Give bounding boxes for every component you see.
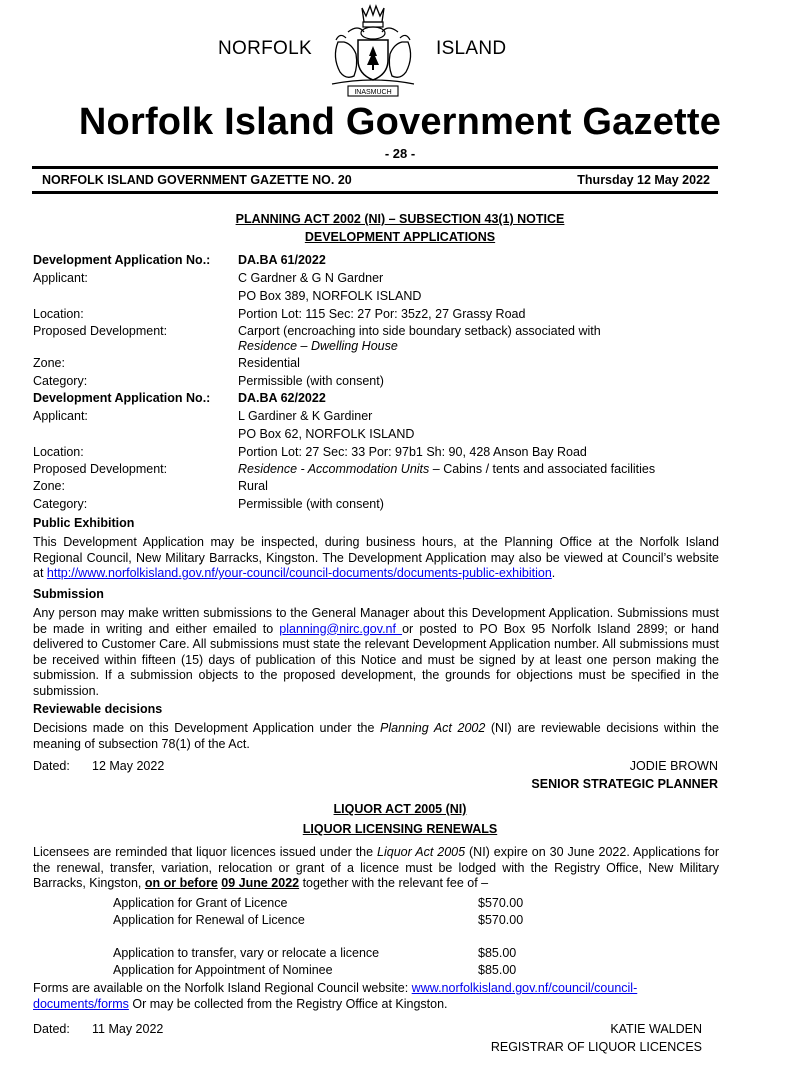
reviewable-body-2: (NI) are reviewable decisions within the meaning of subsection 78(1) of the Act.	[33, 721, 719, 751]
dated-value: 12 May 2022	[92, 759, 165, 773]
category-value: Permissible (with consent)	[238, 497, 384, 511]
applicant-address: PO Box 389, NORFOLK ISLAND	[238, 289, 422, 303]
app2-location-row	[33, 443, 723, 461]
liquor-intro-2: (NI) expire on 30 June 2022. Applications for the renewal, transfer, variation, relocation or grant of a licence must be lodged with the Registry Office, New Military Barracks, Kingston,	[33, 845, 719, 890]
liquor-deadline-prefix: on or before	[144, 876, 218, 890]
public-exhibition-text	[33, 535, 719, 582]
header-rule-top	[32, 166, 718, 169]
fee-amount: $85.00	[478, 963, 517, 977]
liquor-intro	[33, 845, 719, 892]
liquor-forms-text	[33, 981, 719, 1012]
liquor-intro-3: together with the relevant fee of –	[299, 876, 489, 890]
proposed-label: Proposed Development:	[33, 324, 168, 338]
app2-category-row	[33, 495, 723, 513]
fee-row	[0, 895, 800, 912]
liquor-deadline-date: 09 June 2022	[221, 876, 300, 890]
liquor-act-heading: LIQUOR ACT 2005 (NI)	[333, 802, 467, 816]
fee-amount: $85.00	[478, 946, 517, 960]
liquor-signatory-title: REGISTRAR OF LIQUOR LICENCES	[490, 1040, 702, 1054]
fee-label: Application for Appointment of Nominee	[113, 963, 333, 977]
gazette-date: Thursday 12 May 2022	[577, 173, 710, 187]
gazette-title: Norfolk Island Government Gazette	[78, 101, 722, 143]
public-exhibition-body: This Development Application may be inspected, during business hours, at the Planning Office at the Norfolk Island Regional Council, New Military Barracks, Kingston. The Development Application may also be viewed at Council’s website at	[33, 535, 719, 580]
planning-signatory-name: JODIE BROWN	[629, 759, 718, 773]
location-value: Portion Lot: 115 Sec: 27 Por: 35z2, 27 Grassy Road	[238, 307, 526, 321]
applicant-value: L Gardiner & K Gardiner	[238, 409, 373, 423]
fee-row	[0, 945, 800, 962]
fee-label: Application for Grant of Licence	[113, 896, 288, 910]
app2-proposed-row	[33, 460, 723, 478]
fee-row	[0, 962, 800, 979]
app-number-value: DA.BA 61/2022	[238, 253, 326, 267]
applicant-label: Applicant:	[33, 409, 88, 423]
applicant-value: C Gardner & G N Gardner	[238, 271, 384, 285]
public-exhibition-link[interactable]: http://www.norfolkisland.gov.nf/your-council/council-documents/documents-public-exhibition	[46, 566, 552, 580]
planning-heading: PLANNING ACT 2002 (NI) – SUBSECTION 43(1) NOTICE	[235, 212, 565, 226]
zone-value: Residential	[238, 356, 300, 370]
fee-row	[0, 912, 800, 929]
development-applications-heading: DEVELOPMENT APPLICATIONS	[304, 230, 496, 244]
zone-label: Zone:	[33, 356, 65, 370]
app1-number-row	[33, 251, 723, 269]
liquor-forms-1: Forms are available on the Norfolk Island Regional Council website:	[33, 981, 412, 995]
coat-of-arms-icon	[318, 2, 428, 100]
submission-body-1: Any person may make written submissions to the General Manager about this Development Application. Submissions must be made in writing and either emailed to	[33, 606, 719, 636]
planning-signatory-title: SENIOR STRATEGIC PLANNER	[531, 777, 718, 791]
submission-text	[33, 606, 719, 699]
app1-address-row	[33, 287, 723, 305]
planning-email-link[interactable]: planning@nirc.gov.nf	[279, 621, 403, 636]
location-value: Portion Lot: 27 Sec: 33 Por: 97b1 Sh: 90, 428 Anson Bay Road	[238, 445, 587, 459]
app-number-label: Development Application No.:	[33, 253, 211, 267]
zone-label: Zone:	[33, 479, 65, 493]
liquor-signatory-name: KATIE WALDEN	[610, 1022, 702, 1036]
app2-address-row	[33, 425, 723, 443]
proposed-value: Carport (encroaching into side boundary setback) associated with	[238, 324, 601, 338]
category-value: Permissible (with consent)	[238, 374, 384, 388]
public-exhibition-end: .	[551, 566, 556, 580]
planning-act-name: Planning Act 2002	[380, 721, 486, 735]
fee-label: Application for Renewal of Licence	[113, 913, 305, 927]
app1-zone-row	[33, 354, 723, 372]
header-norfolk-word: NORFOLK	[218, 38, 312, 59]
proposed-value-italic: Residence - Accommodation Units	[238, 462, 430, 476]
applicant-address: PO Box 62, NORFOLK ISLAND	[238, 427, 415, 441]
app2-applicant-row	[33, 407, 723, 425]
app1-applicant-row	[33, 269, 723, 287]
liquor-act-name: Liquor Act 2005	[377, 845, 466, 859]
crest-motto: INASMUCH	[354, 88, 392, 96]
gazette-info-row	[42, 173, 710, 187]
proposed-value-italic: Residence – Dwelling House	[238, 339, 398, 353]
gazette-number: NORFOLK ISLAND GOVERNMENT GAZETTE NO. 20	[42, 173, 352, 187]
dated-value: 11 May 2022	[92, 1022, 164, 1036]
location-label: Location:	[33, 445, 84, 459]
fee-amount: $570.00	[478, 896, 524, 910]
fee-amount: $570.00	[478, 913, 524, 927]
reviewable-heading: Reviewable decisions	[33, 702, 163, 716]
app-number-value: DA.BA 62/2022	[238, 391, 326, 405]
app2-zone-row	[33, 477, 723, 495]
applicant-label: Applicant:	[33, 271, 88, 285]
category-label: Category:	[33, 374, 88, 388]
app1-proposed-row-2	[33, 337, 723, 355]
submission-heading: Submission	[33, 587, 104, 601]
proposed-label: Proposed Development:	[33, 462, 168, 476]
app2-number-row	[33, 389, 723, 407]
header-island-word: ISLAND	[436, 38, 507, 59]
proposed-value	[238, 460, 655, 478]
proposed-value-rest: – Cabins / tents and associated facilities	[429, 462, 656, 476]
page-number: - 28 -	[384, 146, 416, 161]
public-exhibition-heading: Public Exhibition	[33, 516, 135, 530]
app1-category-row	[33, 372, 723, 390]
liquor-forms-2: Or may be collected from the Registry Office at Kingston.	[128, 996, 448, 1011]
liquor-renewals-heading: LIQUOR LICENSING RENEWALS	[302, 822, 498, 836]
category-label: Category:	[33, 497, 88, 511]
liquor-intro-1: Licensees are reminded that liquor licences issued under the	[33, 845, 378, 859]
reviewable-body-1: Decisions made on this Development Application under the	[33, 721, 381, 735]
header-rule-bottom	[32, 191, 718, 194]
liquor-forms-link[interactable]: www.norfolkisland.gov.nf/council/council-documents/forms	[33, 981, 638, 1011]
app1-location-row	[33, 305, 723, 323]
zone-value: Rural	[238, 479, 268, 493]
submission-body-2: or posted to PO Box 95 Norfolk Island 2899; or hand delivered to Customer Care. All submissions must state the relevant Development Application number. All submissions must be received within fifteen (15) days of publication of this Notice and must be signed by at least one person making the submission. If a submission objects to the proposed development, the grounds for objections must be specified in the submission.	[33, 621, 719, 698]
location-label: Location:	[33, 307, 84, 321]
dated-label: Dated:	[33, 759, 70, 773]
fee-label: Application to transfer, vary or relocate a licence	[113, 946, 380, 960]
reviewable-text	[33, 721, 719, 752]
dated-label: Dated:	[33, 1022, 70, 1036]
app-number-label: Development Application No.:	[33, 391, 211, 405]
